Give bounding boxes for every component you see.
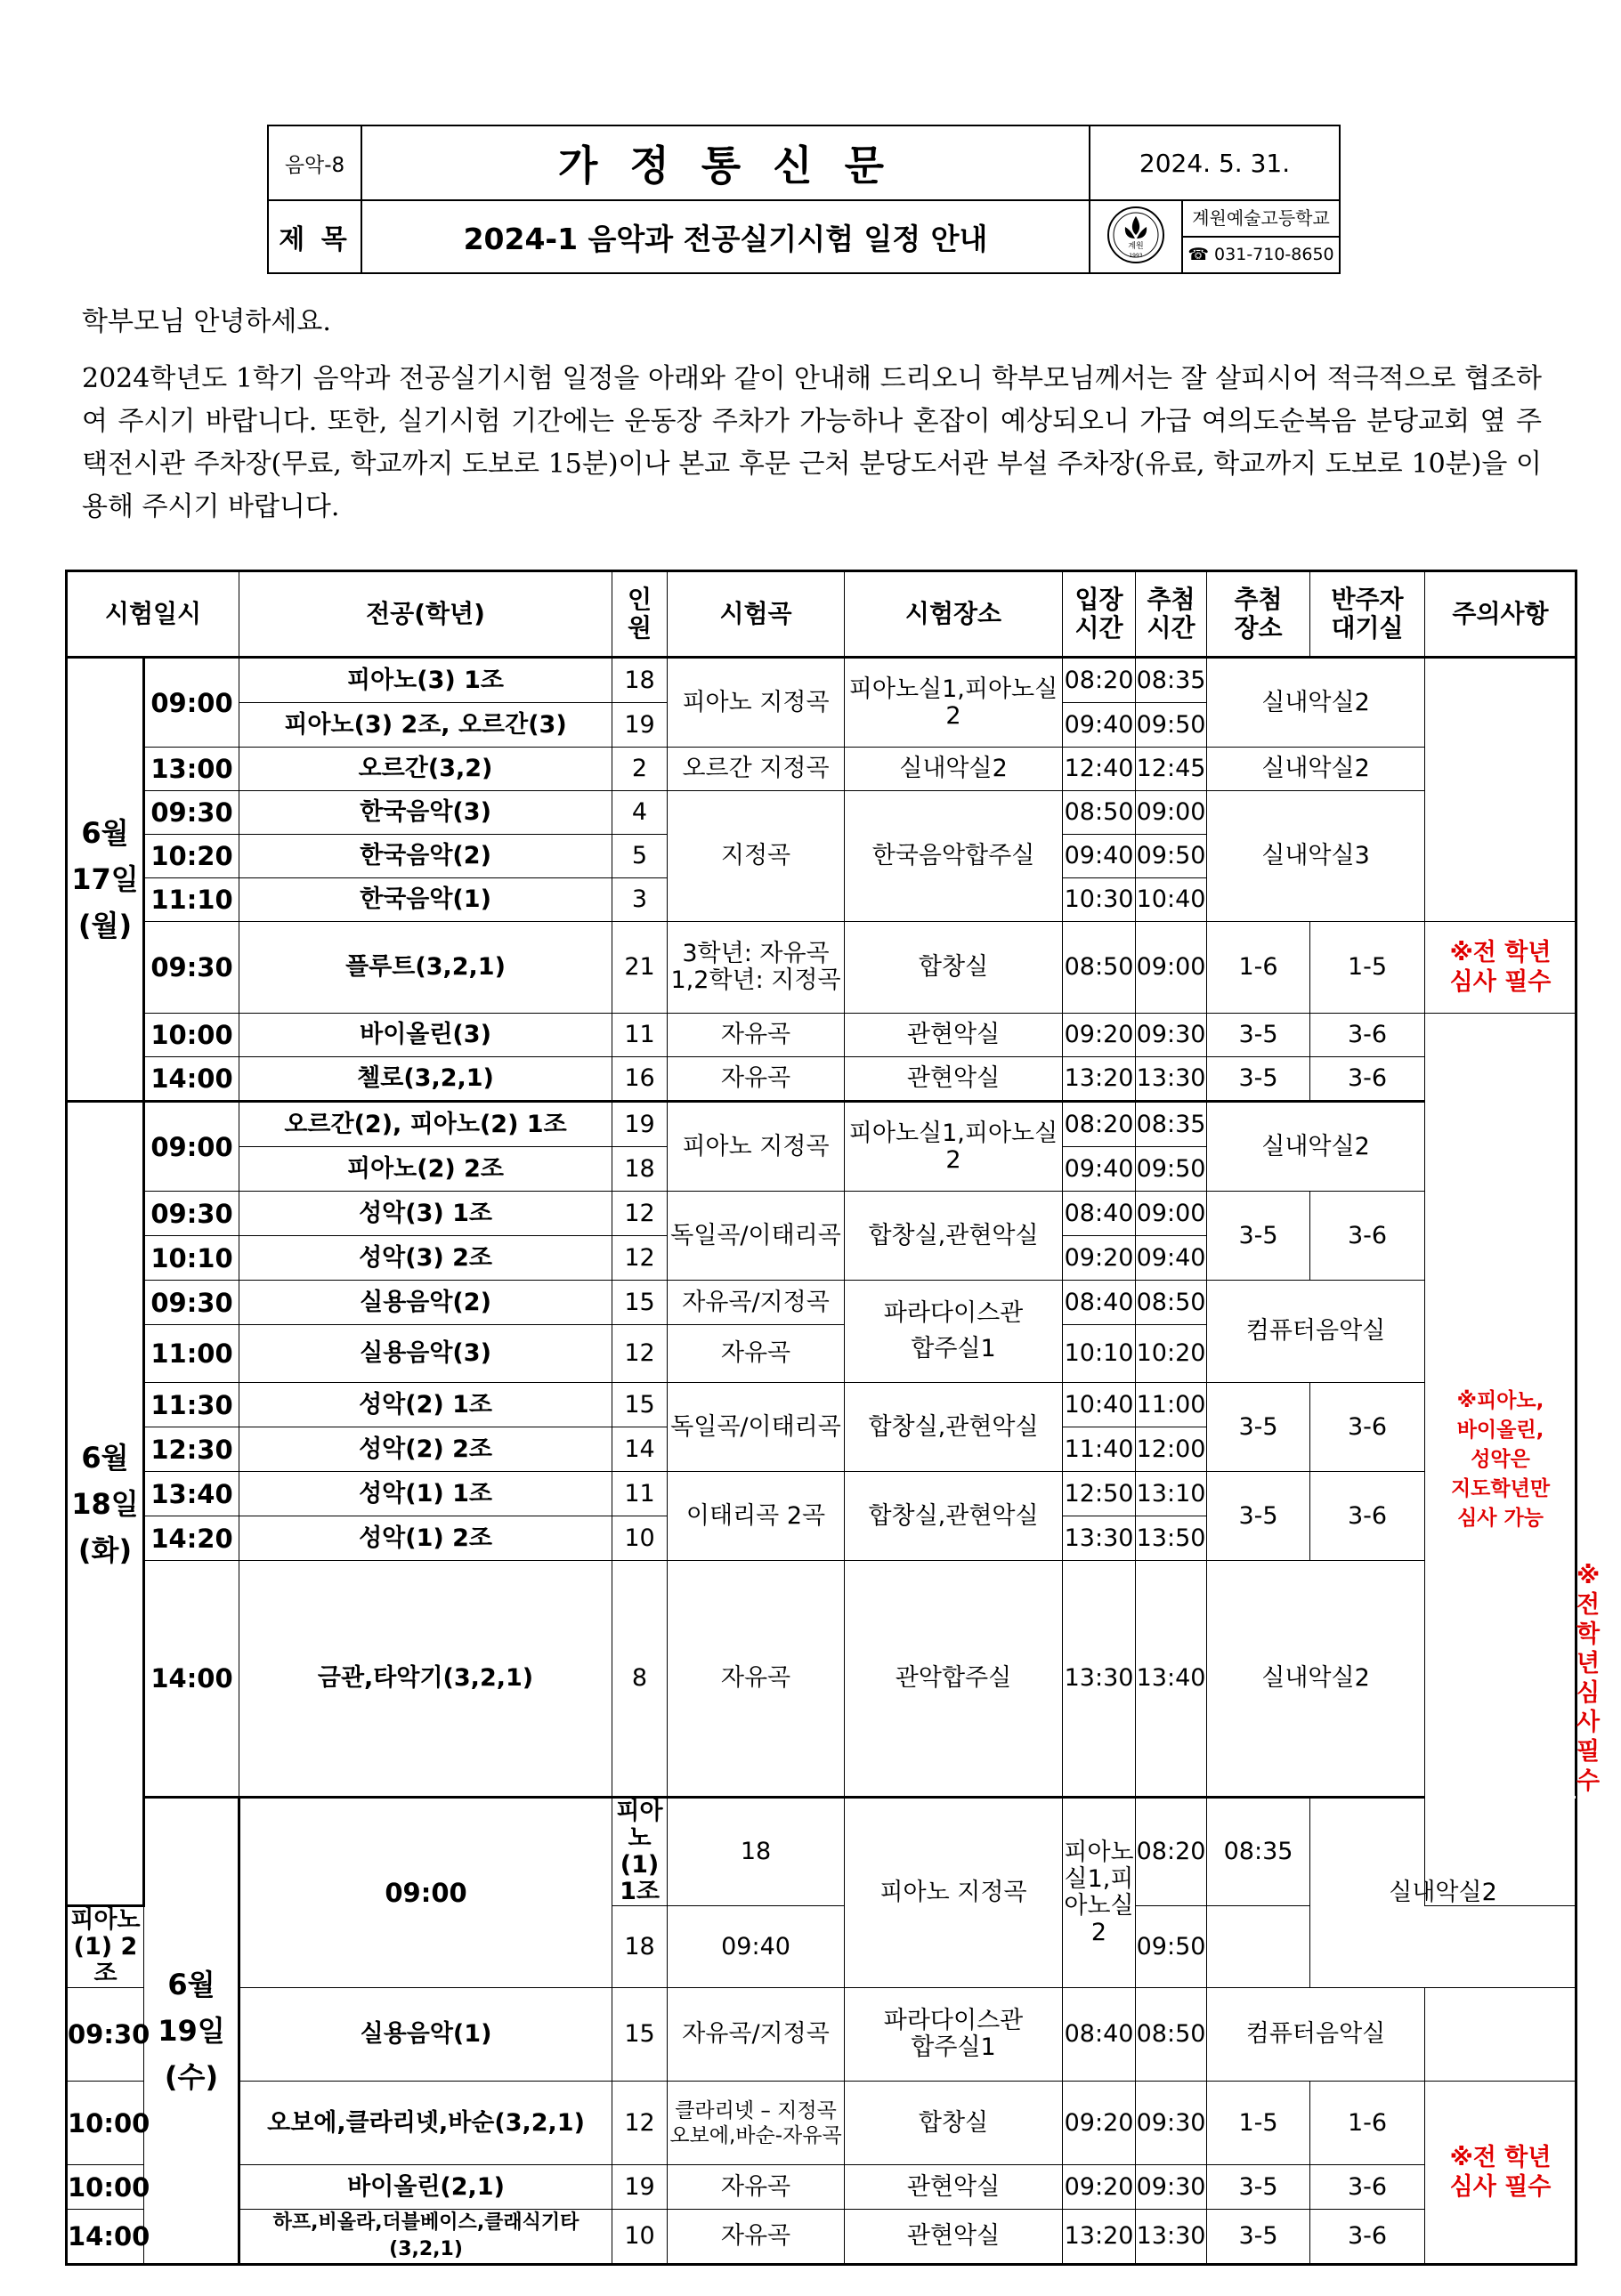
count-cell: 21 <box>612 922 668 1014</box>
logo-text: 계원 <box>1128 242 1144 251</box>
exam-time: 09:30 <box>144 1281 239 1325</box>
place-cell: 피아노실1,피아노실2 <box>845 658 1063 748</box>
draw-time: 09:50 <box>1136 835 1207 878</box>
major-cell: 오르간(2), 피아노(2) 1조 <box>239 1102 612 1147</box>
table-row <box>67 1014 1576 1057</box>
draw-place: 실내악실2 <box>1207 1561 1425 1798</box>
exam-time: 09:30 <box>144 791 239 835</box>
piece-cell: 자유곡 <box>668 2210 845 2265</box>
major-cell: 성악(1) 1조 <box>239 1472 612 1516</box>
count-cell: 15 <box>612 1383 668 1427</box>
draw-time: 13:30 <box>1136 2210 1207 2265</box>
note-all-required: ※전 학년 심사 필수 <box>1425 922 1576 1014</box>
school-name: 계원예술고등학교 <box>1183 201 1339 238</box>
place-cell: 파라다이스관 합주실1 <box>845 1988 1063 2082</box>
day-cell-1: 6월 17일 (월) <box>67 658 144 1102</box>
draw-time: 08:50 <box>1136 1281 1207 1325</box>
piece-cell: 3학년: 자유곡 1,2학년: 지정곡 <box>668 922 845 1014</box>
draw-time: 13:40 <box>1136 1561 1207 1798</box>
header-waiting-room: 반주자대기실 <box>1310 571 1425 658</box>
count-cell: 8 <box>612 1561 668 1798</box>
table-row <box>67 791 1576 835</box>
table-row <box>67 748 1576 791</box>
table-row <box>67 922 1576 1014</box>
draw-place: 실내악실2 <box>1207 748 1425 791</box>
major-cell: 성악(3) 2조 <box>239 1236 612 1281</box>
place-cell: 합창실,관현악실 <box>845 1472 1063 1561</box>
count-cell: 19 <box>612 1102 668 1147</box>
place-cell: 관현악실 <box>845 2210 1063 2265</box>
table-row <box>67 1988 1576 2082</box>
waiting-room: 1-5 <box>1310 922 1425 1014</box>
intro-body: 2024학년도 1학기 음악과 전공실기시험 일정을 아래와 같이 안내해 드리오니 학부모님께서는 잘 살피시어 적극적으로 협조하여 주시기 바랍니다. 또한, 실기시험 기간에는 운동장 주차가 가능하나 혼잡이 예상되오니 가급 여의도순복음 분당교회 옆 주택전시관 주차장(무료, 학교까지 도보로 15분)이나 본교 후문 근처 분당도서관 부설 주차장(유료, 학교까지 도보로 10분)을 이용해 주시기 바랍니다. <box>82 363 1542 522</box>
entry-time: 13:20 <box>1063 1057 1136 1102</box>
draw-place: 1-5 <box>1207 2082 1310 2165</box>
entry-time: 10:30 <box>1063 878 1136 922</box>
letter-header <box>267 125 1341 274</box>
exam-schedule-table <box>65 570 1601 2266</box>
entry-time: 12:50 <box>1063 1472 1136 1516</box>
draw-time: 12:00 <box>1136 1427 1207 1472</box>
header-notes: 주의사항 <box>1425 571 1576 658</box>
exam-time: 14:00 <box>144 1561 239 1798</box>
draw-time: 09:50 <box>1136 1147 1207 1192</box>
place-cell: 한국음악합주실 <box>845 791 1063 922</box>
major-cell: 성악(1) 2조 <box>239 1516 612 1561</box>
draw-place: 컴퓨터음악실 <box>1207 1988 1425 2082</box>
table-row <box>67 1472 1576 1516</box>
header-count: 인원 <box>612 571 668 658</box>
waiting-room: 3-6 <box>1310 1192 1425 1281</box>
place-cell: 관악합주실 <box>845 1561 1063 1798</box>
count-cell: 18 <box>612 658 668 703</box>
draw-time: 09:30 <box>1136 2082 1207 2165</box>
count-cell: 12 <box>612 1236 668 1281</box>
subject-label: 제 목 <box>268 200 361 273</box>
piece-cell: 클라리넷 – 지정곡 오보에,바순-자유곡 <box>668 2082 845 2165</box>
piece-cell: 이태리곡 2곡 <box>668 1472 845 1561</box>
major-cell: 성악(3) 1조 <box>239 1192 612 1236</box>
draw-place: 컴퓨터음악실 <box>1207 1281 1425 1383</box>
draw-place: 실내악실2 <box>1310 1798 1576 1988</box>
entry-time: 08:20 <box>1063 658 1136 703</box>
draw-time: 13:10 <box>1136 1472 1207 1516</box>
exam-time: 10:00 <box>144 1014 239 1057</box>
logo-year: 1993 <box>1129 253 1143 259</box>
draw-place: 3-5 <box>1207 1057 1310 1102</box>
draw-time: 09:00 <box>1136 791 1207 835</box>
count-cell: 19 <box>612 2165 668 2210</box>
piece-cell: 지정곡 <box>668 791 845 922</box>
count-cell: 15 <box>612 1281 668 1325</box>
exam-time: 14:00 <box>144 1057 239 1102</box>
note-all-required: ※전 학년 심사 필수 <box>1425 2082 1576 2265</box>
exam-time: 09:30 <box>144 922 239 1014</box>
piece-cell: 자유곡 <box>668 1325 845 1383</box>
major-cell: 한국음악(3) <box>239 791 612 835</box>
draw-place: 3-5 <box>1207 2165 1310 2210</box>
draw-time: 10:20 <box>1136 1325 1207 1383</box>
count-cell: 16 <box>612 1057 668 1102</box>
draw-time: 09:00 <box>1136 1192 1207 1236</box>
waiting-room: 1-6 <box>1310 2082 1425 2165</box>
piece-cell: 자유곡/지정곡 <box>668 1988 845 2082</box>
count-cell: 2 <box>612 748 668 791</box>
piece-cell: 자유곡 <box>668 2165 845 2210</box>
greeting: 학부모님 안녕하세요. <box>82 306 331 337</box>
major-cell: 피아노(2) 2조 <box>239 1147 612 1192</box>
entry-time: 13:30 <box>1063 1561 1136 1798</box>
place-cell: 관현악실 <box>845 1057 1063 1102</box>
entry-time: 08:50 <box>1063 922 1136 1014</box>
major-cell: 피아노(3) 1조 <box>239 658 612 703</box>
piece-cell: 독일곡/이태리곡 <box>668 1383 845 1472</box>
piece-cell: 자유곡 <box>668 1014 845 1057</box>
draw-time: 09:50 <box>1136 1906 1207 1988</box>
entry-time: 12:40 <box>1063 748 1136 791</box>
table-row <box>67 1281 1576 1325</box>
draw-time: 08:35 <box>1136 1102 1207 1147</box>
draw-time: 09:50 <box>1136 703 1207 748</box>
draw-time: 09:30 <box>1136 1014 1207 1057</box>
exam-time: 12:30 <box>144 1427 239 1472</box>
place-cell: 피아노실1,피아노실2 <box>1063 1798 1136 1988</box>
place-cell: 피아노실1,피아노실2 <box>845 1102 1063 1192</box>
piece-cell: 독일곡/이태리곡 <box>668 1192 845 1281</box>
entry-time: 09:20 <box>1063 2165 1136 2210</box>
entry-time: 09:20 <box>1063 1014 1136 1057</box>
entry-time: 09:40 <box>1063 1147 1136 1192</box>
entry-time: 08:40 <box>1063 1192 1136 1236</box>
major-cell: 첼로(3,2,1) <box>239 1057 612 1102</box>
count-cell: 18 <box>612 1906 668 1988</box>
exam-time: 11:10 <box>144 878 239 922</box>
piece-cell: 자유곡/지정곡 <box>668 1281 845 1325</box>
intro-text <box>82 301 1542 529</box>
entry-time: 08:20 <box>1136 1798 1207 1906</box>
count-cell: 10 <box>612 1516 668 1561</box>
draw-time: 13:30 <box>1136 1057 1207 1102</box>
entry-time: 09:40 <box>1063 835 1136 878</box>
entry-time: 09:20 <box>1063 2082 1136 2165</box>
draw-time: 08:35 <box>1136 658 1207 703</box>
header-major: 전공(학년) <box>239 571 612 658</box>
count-cell: 18 <box>668 1798 845 1906</box>
school-phone: ☎ 031-710-8650 <box>1187 245 1334 264</box>
major-cell: 바이올린(3) <box>239 1014 612 1057</box>
table-row <box>67 658 1576 703</box>
entry-time: 08:20 <box>1063 1102 1136 1147</box>
piece-cell: 자유곡 <box>668 1561 845 1798</box>
draw-time: 08:50 <box>1136 1988 1207 2082</box>
school-info <box>1182 200 1340 273</box>
entry-time: 08:50 <box>1063 791 1136 835</box>
count-cell: 10 <box>612 2210 668 2265</box>
entry-time: 08:40 <box>1063 1281 1136 1325</box>
entry-time: 10:40 <box>1063 1383 1136 1427</box>
exam-time: 10:10 <box>144 1236 239 1281</box>
waiting-room: 3-6 <box>1310 2210 1425 2265</box>
piece-cell: 오르간 지정곡 <box>668 748 845 791</box>
exam-time: 09:00 <box>239 1798 612 1988</box>
count-cell: 19 <box>612 703 668 748</box>
table-row <box>67 1383 1576 1427</box>
draw-time: 12:45 <box>1136 748 1207 791</box>
table-row <box>67 1057 1576 1102</box>
exam-time: 13:40 <box>144 1472 239 1516</box>
waiting-room: 3-6 <box>1310 1014 1425 1057</box>
major-cell: 플루트(3,2,1) <box>239 922 612 1014</box>
day-cell-3: 6월 19일 (수) <box>144 1798 239 2265</box>
count-cell: 15 <box>612 1988 668 2082</box>
draw-place: 3-5 <box>1207 1192 1310 1281</box>
count-cell: 12 <box>612 1325 668 1383</box>
draw-time: 08:35 <box>1207 1798 1310 1906</box>
count-cell: 14 <box>612 1427 668 1472</box>
exam-time: 14:00 <box>67 2210 144 2265</box>
place-cell: 합창실,관현악실 <box>845 1383 1063 1472</box>
major-cell: 한국음악(2) <box>239 835 612 878</box>
count-cell: 5 <box>612 835 668 878</box>
draw-place: 실내악실3 <box>1207 791 1425 922</box>
major-cell: 한국음악(1) <box>239 878 612 922</box>
major-cell: 피아노(1) 1조 <box>612 1798 668 1906</box>
major-cell: 실용음악(3) <box>239 1325 612 1383</box>
exam-time: 13:00 <box>144 748 239 791</box>
waiting-room: 3-6 <box>1310 1383 1425 1472</box>
major-cell: 하프,비올라,더블베이스,클래식기타(3,2,1) <box>239 2210 612 2265</box>
major-cell: 실용음악(2) <box>239 1281 612 1325</box>
exam-time: 09:30 <box>144 1192 239 1236</box>
major-cell: 금관,타악기(3,2,1) <box>239 1561 612 1798</box>
place-cell: 실내악실2 <box>845 748 1063 791</box>
place-cell: 관현악실 <box>845 1014 1063 1057</box>
place-cell: 합창실,관현악실 <box>845 1192 1063 1281</box>
exam-time: 10:20 <box>144 835 239 878</box>
table-row <box>67 1192 1576 1236</box>
table-row <box>67 2082 1576 2165</box>
draw-time: 09:40 <box>1136 1236 1207 1281</box>
draw-place: 실내악실2 <box>1207 1102 1425 1192</box>
major-cell: 피아노(1) 2조 <box>67 1906 144 1988</box>
piece-cell: 피아노 지정곡 <box>668 1102 845 1192</box>
major-cell: 성악(2) 2조 <box>239 1427 612 1472</box>
note-cell-empty <box>1425 658 1576 922</box>
piece-cell: 자유곡 <box>668 1057 845 1102</box>
draw-place: 실내악실2 <box>1207 658 1425 748</box>
major-cell: 성악(2) 1조 <box>239 1383 612 1427</box>
draw-place: 3-5 <box>1207 1472 1310 1561</box>
place-cell: 합창실 <box>845 922 1063 1014</box>
issue-date: 2024. 5. 31. <box>1090 125 1340 200</box>
school-emblem-icon <box>1106 206 1165 264</box>
draw-time: 13:50 <box>1136 1516 1207 1561</box>
exam-time: 10:00 <box>67 2082 144 2165</box>
piece-cell: 피아노 지정곡 <box>668 658 845 748</box>
header-draw-time: 추첨시간 <box>1136 571 1207 658</box>
place-cell: 합창실 <box>845 2082 1063 2165</box>
table-row <box>67 2210 1576 2265</box>
table-row <box>67 2165 1576 2210</box>
count-cell: 4 <box>612 791 668 835</box>
exam-time: 14:20 <box>144 1516 239 1561</box>
place-cell: 관현악실 <box>845 2165 1063 2210</box>
draw-time: 11:00 <box>1136 1383 1207 1427</box>
header-entry-time: 입장시간 <box>1063 571 1136 658</box>
draw-time: 09:30 <box>1136 2165 1207 2210</box>
note-selective: ※피아노, 바이올린, 성악은 지도학년만 심사 가능 <box>1425 1014 1576 1906</box>
count-cell: 12 <box>612 2082 668 2165</box>
exam-time: 11:30 <box>144 1383 239 1427</box>
table-row <box>67 1102 1576 1147</box>
entry-time: 09:40 <box>1063 703 1136 748</box>
exam-time: 11:00 <box>144 1325 239 1383</box>
page-title: 가 정 통 신 문 <box>361 125 1090 200</box>
count-cell: 18 <box>612 1147 668 1192</box>
table-row <box>67 1798 1576 1906</box>
draw-time: 09:00 <box>1136 922 1207 1014</box>
entry-time: 13:30 <box>1063 1516 1136 1561</box>
draw-place: 3-5 <box>1207 1383 1310 1472</box>
major-cell: 실용음악(1) <box>239 1988 612 2082</box>
header-draw-place: 추첨장소 <box>1207 571 1310 658</box>
waiting-room: 3-6 <box>1310 1057 1425 1102</box>
piece-cell: 피아노 지정곡 <box>845 1798 1063 1988</box>
draw-place: 1-6 <box>1207 922 1310 1014</box>
entry-time: 08:40 <box>1063 1988 1136 2082</box>
waiting-room: 3-6 <box>1310 2165 1425 2210</box>
exam-time: 10:00 <box>67 2165 144 2210</box>
school-logo <box>1090 200 1182 273</box>
draw-place: 3-5 <box>1207 2210 1310 2265</box>
count-cell: 3 <box>612 878 668 922</box>
entry-time: 11:40 <box>1063 1427 1136 1472</box>
header-date: 시험일시 <box>67 571 239 658</box>
major-cell: 오보에,클라리넷,바순(3,2,1) <box>239 2082 612 2165</box>
header-place: 시험장소 <box>845 571 1063 658</box>
exam-time: 09:00 <box>144 658 239 748</box>
count-cell: 11 <box>612 1014 668 1057</box>
entry-time: 10:10 <box>1063 1325 1136 1383</box>
waiting-room: 3-6 <box>1310 1472 1425 1561</box>
day-cell-2: 6월 18일 (화) <box>67 1102 144 1906</box>
exam-time: 09:00 <box>144 1102 239 1192</box>
count-cell: 11 <box>612 1472 668 1516</box>
major-cell: 바이올린(2,1) <box>239 2165 612 2210</box>
entry-time: 13:20 <box>1063 2210 1136 2265</box>
entry-time: 09:20 <box>1063 1236 1136 1281</box>
major-cell: 오르간(3,2) <box>239 748 612 791</box>
draw-place: 3-5 <box>1207 1014 1310 1057</box>
draw-time: 10:40 <box>1136 878 1207 922</box>
place-cell: 파라다이스관 합주실1 <box>845 1281 1063 1383</box>
exam-time: 09:30 <box>67 1988 144 2082</box>
major-cell: 피아노(3) 2조, 오르간(3) <box>239 703 612 748</box>
count-cell: 12 <box>612 1192 668 1236</box>
entry-time: 09:40 <box>668 1906 845 1988</box>
header-piece: 시험곡 <box>668 571 845 658</box>
subject-title: 2024-1 음악과 전공실기시험 일정 안내 <box>361 200 1090 273</box>
document-code: 음악-8 <box>268 125 361 200</box>
table-row: 14:00 금관,타악기(3,2,1) 8 자유곡 관악합주실 13:30 13:40 실내악실2 ※전 학년 심사 필수 <box>67 1561 1576 1798</box>
